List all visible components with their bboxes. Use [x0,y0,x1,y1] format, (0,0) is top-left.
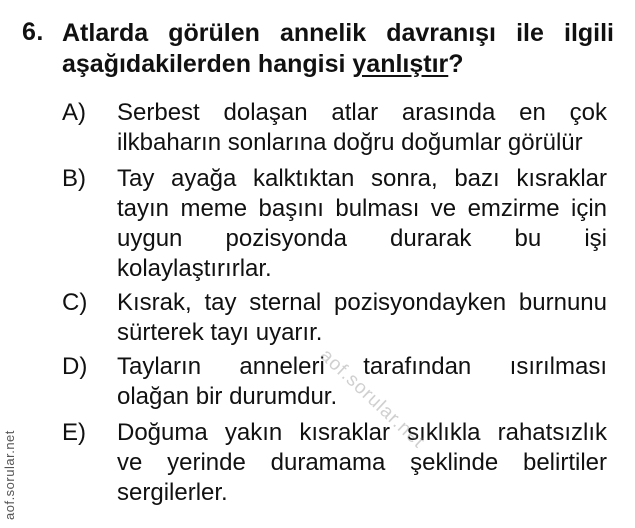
option-b-line-3: uygun pozisyonda durarak bu işi [117,225,607,252]
option-b-text [117,164,607,284]
question-mark: ? [448,50,464,78]
option-e-letter: E) [62,419,86,446]
option-d-line-1: Tayların anneleri tarafından ısırılması [117,353,607,380]
option-c[interactable] [62,288,622,348]
option-b[interactable] [62,164,622,284]
question-stem [62,18,614,80]
option-a[interactable] [62,98,622,158]
question-stem-line-2 [62,49,614,80]
option-c-line-2: sürterek tayı uyarır. [117,319,323,346]
option-a-text [117,98,607,158]
watermark-side: aof.sorular.net [2,430,17,520]
option-c-letter: C) [62,289,88,316]
option-e-text [117,418,607,508]
option-c-line-1: Kısrak, tay sternal pozisyondayken burnunu [117,289,607,316]
option-d-letter: D) [62,353,88,380]
option-b-line-2: tayın meme başını bulması ve emzirme için [117,195,607,222]
option-e[interactable] [62,418,622,508]
option-c-text [117,288,607,348]
option-e-line-1: Doğuma yakın kısraklar sıklıkla rahatsızlık [117,419,607,446]
option-b-line-4: kolaylaştırırlar. [117,255,272,282]
question-stem-prefix: aşağıdakilerden hangisi [62,50,353,78]
option-a-letter: A) [62,99,86,126]
option-d-line-2: olağan bir durumdur. [117,383,338,410]
option-e-line-3: sergilerler. [117,479,228,506]
question-stem-line-1: Atlarda görülen annelik davranışı ile ilgili [62,19,614,47]
question-emphasis-word: yanlıştır [352,50,449,78]
question-number: 6. [22,18,44,46]
option-b-letter: B) [62,165,86,192]
option-e-line-2: ve yerinde duramama şeklinde belirtiler [117,449,607,476]
watermark-diagonal: aof.sorular.net [315,345,430,453]
option-a-line-2: ilkbaharın sonlarına doğru doğumlar görülür [117,129,583,156]
option-a-line-1: Serbest dolaşan atlar arasında en çok [117,99,607,126]
option-b-line-1: Tay ayağa kalktıktan sonra, bazı kısraklar [117,165,607,192]
